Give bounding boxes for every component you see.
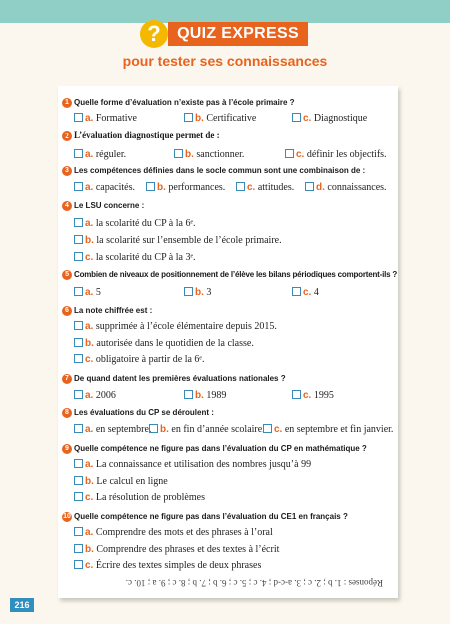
- question-text: De quand datent les premières évaluations nationales ?: [74, 374, 286, 384]
- question-text: Combien de niveaux de positionnement de l’élève les bilans périodiques comportent-ils ?: [74, 270, 398, 280]
- option-7a[interactable]: a. 2006: [74, 390, 116, 401]
- checkbox[interactable]: [184, 287, 193, 296]
- checkbox[interactable]: [236, 182, 245, 191]
- option-10b[interactable]: b. Comprendre des phrases et des textes à l’écrit: [74, 544, 279, 555]
- question-text: Quelle forme d’évaluation n’existe pas à l’école primaire ?: [74, 98, 295, 108]
- question-number: 5: [62, 270, 72, 280]
- top-band: [0, 0, 450, 23]
- page-title: QUIZ EXPRESS: [168, 22, 308, 46]
- question-3: [62, 166, 365, 176]
- question-text: La note chiffrée est :: [74, 306, 153, 316]
- answers-upside-down: Réponses : 1. b ; 2. c ; 3. a-c-d ; 4. c ; 5. c ; 6. b ; 7. b ; 8. c ; 9. a ; 10. c.: [125, 578, 383, 588]
- question-2: [62, 130, 220, 141]
- checkbox[interactable]: [74, 354, 83, 363]
- option-8a[interactable]: a. en septembre.: [74, 424, 151, 435]
- question-10: [62, 512, 348, 522]
- question-number: 4: [62, 201, 72, 211]
- checkbox[interactable]: [74, 338, 83, 347]
- checkbox[interactable]: [74, 235, 83, 244]
- option-4b[interactable]: b. la scolarité sur l’ensemble de l’école primaire.: [74, 235, 282, 246]
- page-number: 216: [10, 598, 34, 612]
- option-9a[interactable]: a. La connaissance et utilisation des nombres jusqu’à 99: [74, 459, 311, 470]
- option-1c[interactable]: c. Diagnostique: [292, 113, 367, 124]
- checkbox[interactable]: [74, 544, 83, 553]
- question-4: [62, 201, 144, 211]
- checkbox[interactable]: [74, 424, 83, 433]
- checkbox[interactable]: [74, 113, 83, 122]
- option-9c[interactable]: c. La résolution de problèmes: [74, 492, 205, 503]
- option-7b[interactable]: b. 1989: [184, 390, 226, 401]
- option-5b[interactable]: b. 3: [184, 287, 211, 298]
- option-6b[interactable]: b. autorisée dans le quotidien de la classe.: [74, 338, 254, 349]
- checkbox[interactable]: [292, 287, 301, 296]
- option-10a[interactable]: a. Comprendre des mots et des phrases à l’oral: [74, 527, 273, 538]
- question-5: [62, 270, 397, 280]
- question-1: [62, 98, 295, 108]
- option-6c[interactable]: c. obligatoire à partir de la 6ᵉ.: [74, 354, 204, 365]
- question-number: 10: [63, 513, 71, 520]
- question-9: [62, 444, 367, 454]
- page-subtitle: pour tester ses connaissances: [122, 53, 328, 69]
- option-5a[interactable]: a. 5: [74, 287, 101, 298]
- checkbox[interactable]: [292, 113, 301, 122]
- question-number: 2: [62, 131, 72, 141]
- question-7: [62, 374, 286, 384]
- option-8b[interactable]: b. en fin d’année scolaire.: [149, 424, 265, 435]
- question-number: 6: [62, 306, 72, 316]
- option-5c[interactable]: c. 4: [292, 287, 319, 298]
- question-number: 3: [62, 166, 72, 176]
- checkbox[interactable]: [263, 424, 272, 433]
- checkbox[interactable]: [74, 218, 83, 227]
- option-4a[interactable]: a. la scolarité du CP à la 6ᵉ.: [74, 218, 196, 229]
- checkbox[interactable]: [74, 476, 83, 485]
- option-9b[interactable]: b. Le calcul en ligne: [74, 476, 168, 487]
- checkbox[interactable]: [74, 492, 83, 501]
- checkbox[interactable]: [184, 390, 193, 399]
- option-3b[interactable]: b. performances.: [146, 182, 225, 193]
- checkbox[interactable]: [74, 149, 83, 158]
- option-2c[interactable]: c. définir les objectifs.: [285, 149, 387, 160]
- question-number: 1: [62, 98, 72, 108]
- option-7c[interactable]: c. 1995: [292, 390, 334, 401]
- question-6: [62, 306, 152, 316]
- checkbox[interactable]: [174, 149, 183, 158]
- question-text: L’évaluation diagnostique permet de :: [74, 130, 220, 140]
- checkbox[interactable]: [74, 459, 83, 468]
- option-1a[interactable]: a. Formative: [74, 113, 137, 124]
- checkbox[interactable]: [184, 113, 193, 122]
- option-8c[interactable]: c. en septembre et fin janvier.: [263, 424, 393, 435]
- question-text: Quelle compétence ne figure pas dans l’évaluation du CE1 en français ?: [74, 512, 348, 522]
- checkbox[interactable]: [285, 149, 294, 158]
- checkbox[interactable]: [74, 182, 83, 191]
- option-3a[interactable]: a. capacités.: [74, 182, 135, 193]
- checkbox[interactable]: [74, 252, 83, 261]
- question-text: Le LSU concerne :: [74, 201, 145, 211]
- option-1b[interactable]: b. Certificative: [184, 113, 256, 124]
- question-number: 7: [62, 374, 72, 384]
- checkbox[interactable]: [149, 424, 158, 433]
- question-8: [62, 408, 214, 418]
- option-3c[interactable]: c. attitudes.: [236, 182, 294, 193]
- option-2b[interactable]: b. sanctionner.: [174, 149, 244, 160]
- checkbox[interactable]: [74, 390, 83, 399]
- question-text: Quelle compétence ne figure pas dans l’évaluation du CP en mathématique ?: [74, 444, 367, 454]
- checkbox[interactable]: [74, 287, 83, 296]
- checkbox[interactable]: [74, 321, 83, 330]
- question-mark-icon: ?: [140, 20, 168, 48]
- option-4c[interactable]: c. la scolarité du CP à la 3ᵉ.: [74, 252, 196, 263]
- checkbox[interactable]: [305, 182, 314, 191]
- option-2a[interactable]: a. réguler.: [74, 149, 126, 160]
- checkbox[interactable]: [74, 527, 83, 536]
- checkbox[interactable]: [146, 182, 155, 191]
- question-number: 8: [62, 408, 72, 418]
- option-6a[interactable]: a. supprimée à l’école élémentaire depuis 2015.: [74, 321, 277, 332]
- option-10c[interactable]: c. Écrire des textes simples de deux phrases: [74, 560, 261, 571]
- checkbox[interactable]: [74, 560, 83, 569]
- option-3d[interactable]: d. connaissances.: [305, 182, 387, 193]
- question-number: 9: [62, 444, 72, 454]
- question-text: Les compétences définies dans le socle commun sont une combinaison de :: [74, 166, 366, 176]
- checkbox[interactable]: [292, 390, 301, 399]
- question-text: Les évaluations du CP se déroulent :: [74, 408, 214, 418]
